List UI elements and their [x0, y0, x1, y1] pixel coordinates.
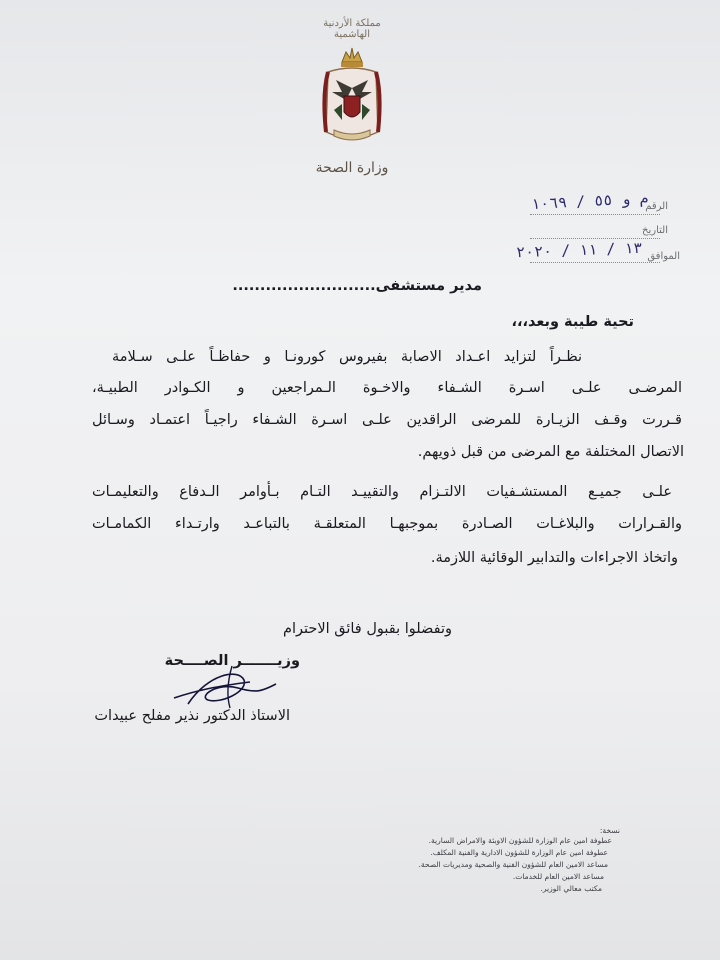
date-label: التاريخ	[642, 225, 668, 236]
copy-item-1: عطوفة امين عام الوزارة للشؤون الاوبئة والامراض السارية.	[428, 836, 612, 845]
paragraph-1-line-1: نظـراً لتزايد اعـداد الاصابة بفيروس كورونـا و حفاظـاً علـى سـلامة	[112, 349, 582, 365]
corresponding-label: الموافق	[647, 251, 680, 262]
greeting: تحية طيبة وبعد،،،	[511, 314, 634, 330]
addressee: مدير مستشفى..........................	[232, 278, 482, 294]
corresponding-value: ١٣ / ١١ / ٢٠٢٠	[515, 238, 643, 262]
emblem-motto: مملكة الأردنية الهاشمية	[323, 18, 381, 40]
number-value: م و ٥٥ / ١٠٦٩	[530, 188, 649, 214]
ministry-name: وزارة الصحة	[315, 160, 389, 176]
copy-item-3: مساعد الامين العام للشؤون الفنية والصحية ومديريات الصحة.	[418, 860, 608, 869]
paragraph-2-line-1: علـى جميـع المستشـفيات الالتـزام والتقييـد التـام بـأوامر الـدفاع والتعليمـات	[92, 484, 672, 500]
copy-item-2: عطوفة امين عام الوزارة للشؤون الادارية والفنية المكلف.	[430, 848, 608, 857]
paragraph-2-line-2: والقـرارات والبلاغـات الصـادرة بموجبهـا المتعلقـة بالتباعـد وارتـداء الكمامـات	[92, 516, 682, 532]
copy-item-5: مكتب معالي الوزير.	[540, 884, 602, 893]
paragraph-2-line-3: واتخاذ الاجراءات والتدابير الوقائية اللازمة.	[430, 550, 678, 566]
corresponding-line	[530, 262, 660, 263]
copy-item-4: مساعد الامين العام للخدمات.	[512, 872, 604, 881]
copies-label: نسخة:	[599, 826, 620, 835]
number-label: الرقم	[645, 201, 668, 212]
ministry-emblem	[312, 18, 392, 176]
number-line	[530, 214, 660, 215]
paragraph-1-line-2: المرضـى علـى اسـرة الشـفاء والاخـوة الـمراجعين و الكـوادر الطبيـة،	[92, 380, 682, 396]
signatory-name: الاستاذ الدكتور نذير مفلح عبيدات	[94, 708, 290, 724]
paragraph-1-line-3: قـررت وقـف الزيـارة للمرضى الراقدين علـى اسـرة الشـفاء راجيـاً اعتمـاد وسـائل	[92, 412, 682, 428]
paragraph-1-line-4: الاتصال المختلفة مع المرضى من قبل ذويهم.	[417, 444, 684, 460]
closing-line: وتفضلوا بقبول فائق الاحترام	[283, 621, 452, 637]
coat-of-arms-icon	[312, 34, 392, 154]
signatory-title: وزيـــــــر الصــــحة	[164, 653, 300, 669]
